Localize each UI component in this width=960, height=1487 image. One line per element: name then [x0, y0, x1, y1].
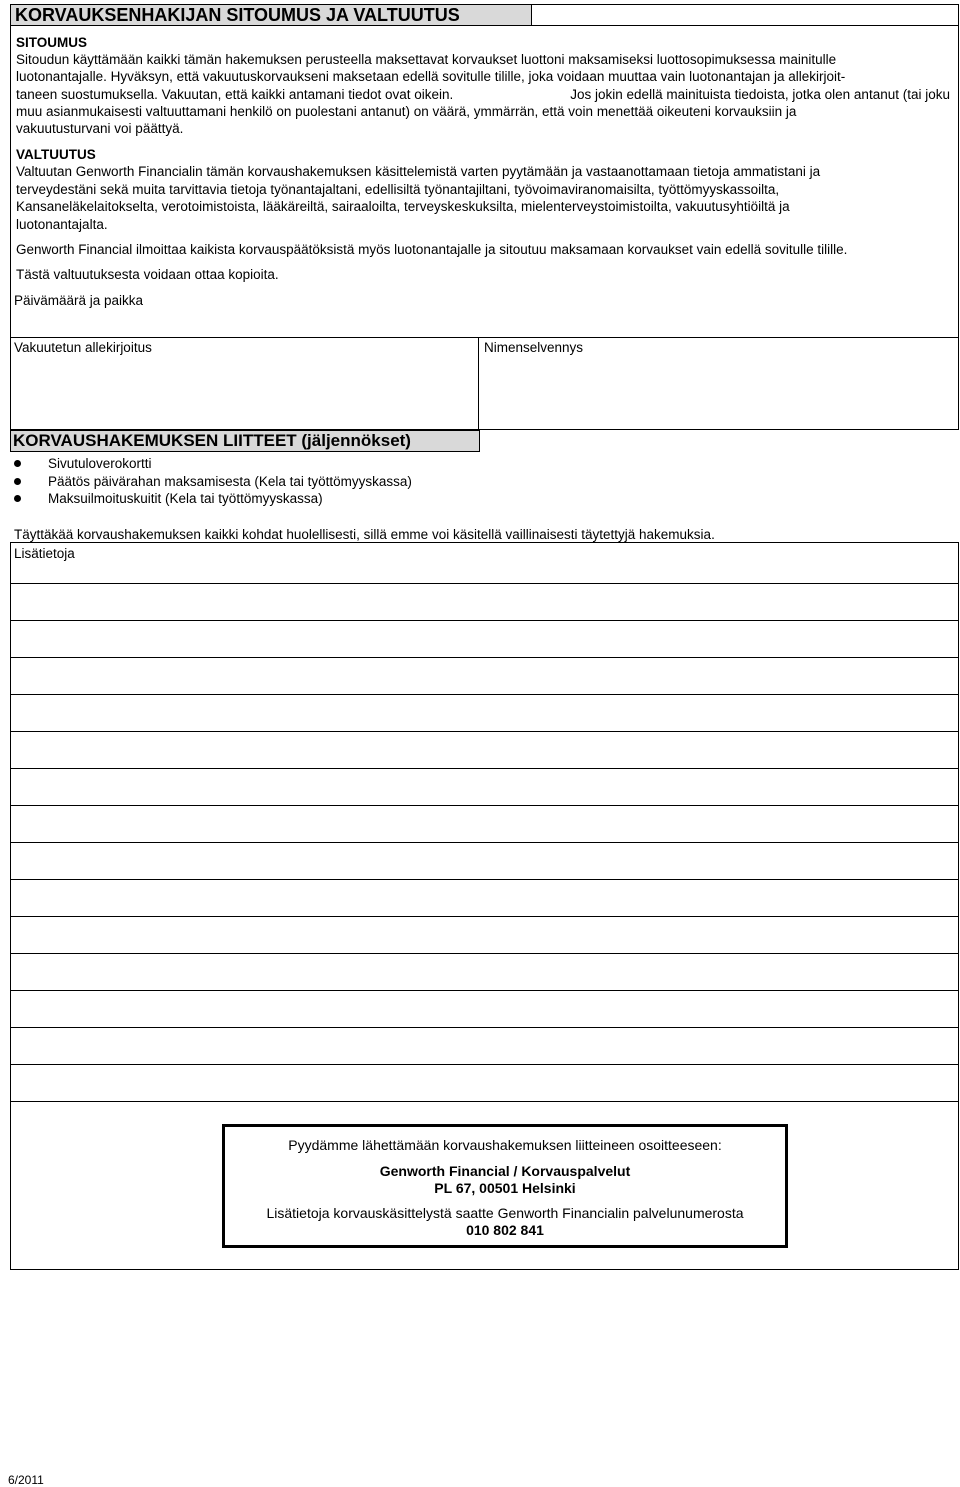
fill-instruction: Täyttäkää korvaushakemuksen kaikki kohdat huolellisesti, sillä emme voi käsitellä vaillinaisesti täytettyjä hakemuksia. — [14, 527, 715, 542]
name-clarification-label: Nimenselvennys — [484, 340, 584, 355]
sitoumus-line-3-tail: Jos jokin edellä mainituista tiedoista, jotka olen antanut (tai joku — [570, 87, 950, 102]
sitoumus-line-3: taneen suostumuksella. Vakuutan, että kaikki antamani tiedot ovat oikein. — [16, 87, 454, 102]
service-info: Lisätietoja korvauskäsittelystä saatte Genworth Financialin palvelunumerosta — [266, 1205, 744, 1221]
valtuutus-heading: VALTUUTUS — [16, 147, 96, 162]
bullet-icon — [14, 478, 21, 485]
bullet-icon — [14, 495, 21, 502]
postal-address: PL 67, 00501 Helsinki — [434, 1180, 576, 1196]
attachment-item: Maksuilmoituskuitit (Kela tai työttömyyskassa) — [48, 491, 323, 506]
valtuutus-line-2: terveydestäni sekä muita tarvittavia tietoja työnantajaltani, edellisiltä työnantajiltani, työvoimaviranomaisilta, työttömyyskassoilta, — [16, 182, 780, 197]
bullet-icon — [14, 460, 21, 467]
sitoumus-line-1: Sitoudun käyttämään kaikki tämän hakemuksen perusteella maksettavat korvaukset luottoni maksamiseksi luottosopimuksessa mainitulle — [16, 52, 837, 67]
signature-label: Vakuutetun allekirjoitus — [14, 340, 152, 355]
additional-info-field[interactable] — [11, 548, 958, 1100]
sitoumus-heading: SITOUMUS — [16, 35, 88, 50]
valtuutus-line-1: Valtuutan Genworth Financialin tämän korvaushakemuksen käsittelemistä varten pyytämään ja vastaanottamaan tietoja ammatistani ja — [16, 164, 821, 179]
form-title: KORVAUKSENHAKIJAN SITOUMUS JA VALTUUTUS — [10, 4, 532, 26]
title-empty-cell — [532, 4, 959, 26]
company-name: Genworth Financial / Korvauspalvelut — [379, 1163, 631, 1179]
additional-info-label: Lisätietoja — [14, 546, 75, 561]
date-place-field[interactable] — [10, 290, 959, 337]
valtuutus-line-4: luotonantajalta. — [16, 217, 108, 232]
valtuutus-copy-note: Tästä valtuutuksesta voidaan ottaa kopioita. — [16, 267, 279, 282]
attachments-title: KORVAUSHAKEMUKSEN LIITTEET (jäljennökset) — [10, 430, 480, 452]
valtuutus-notice: Genworth Financial ilmoittaa kaikista korvauspäätöksistä myös luotonantajalle ja sitoutuu maksamaan korvaukset vain edellä sovitulle tilille. — [16, 242, 848, 257]
writing-line — [10, 1101, 959, 1102]
signature-field[interactable] — [10, 338, 478, 430]
attachment-item: Päätös päivärahan maksamisesta (Kela tai työttömyyskassa) — [48, 474, 412, 489]
valtuutus-line-3: Kansaneläkelaitokselta, verotoimistoista, lääkäreiltä, sairaaloilta, terveyskeskuksilta, mielenterveystoimistoilta, vakuutusyhtiöiltä ja — [16, 199, 790, 214]
name-clarification-field[interactable] — [479, 338, 959, 430]
sitoumus-line-5: vakuutusturvani voi päättyä. — [16, 121, 184, 136]
mailing-info-box — [222, 1124, 788, 1248]
mailing-request: Pyydämme lähettämään korvaushakemuksen liitteineen osoitteeseen: — [288, 1137, 722, 1153]
sitoumus-line-4: muu asianmukaisesti valtuuttamani henkilö on puolestani antanut) on väärä, ymmärrän, että voin menettää oikeuteni korvauksiin ja — [16, 104, 797, 119]
form-version-date: 6/2011 — [8, 1473, 44, 1487]
sitoumus-line-2: luotonantajalle. Hyväksyn, että vakuutuskorvaukseni maksetaan edellä sovitulle tilille, joka voidaan muuttaa vain luotonantajan ja allekirjoit- — [16, 69, 846, 84]
date-place-label: Päivämäärä ja paikka — [14, 293, 144, 308]
service-phone: 010 802 841 — [466, 1222, 544, 1238]
attachment-item: Sivutuloverokortti — [48, 456, 152, 471]
